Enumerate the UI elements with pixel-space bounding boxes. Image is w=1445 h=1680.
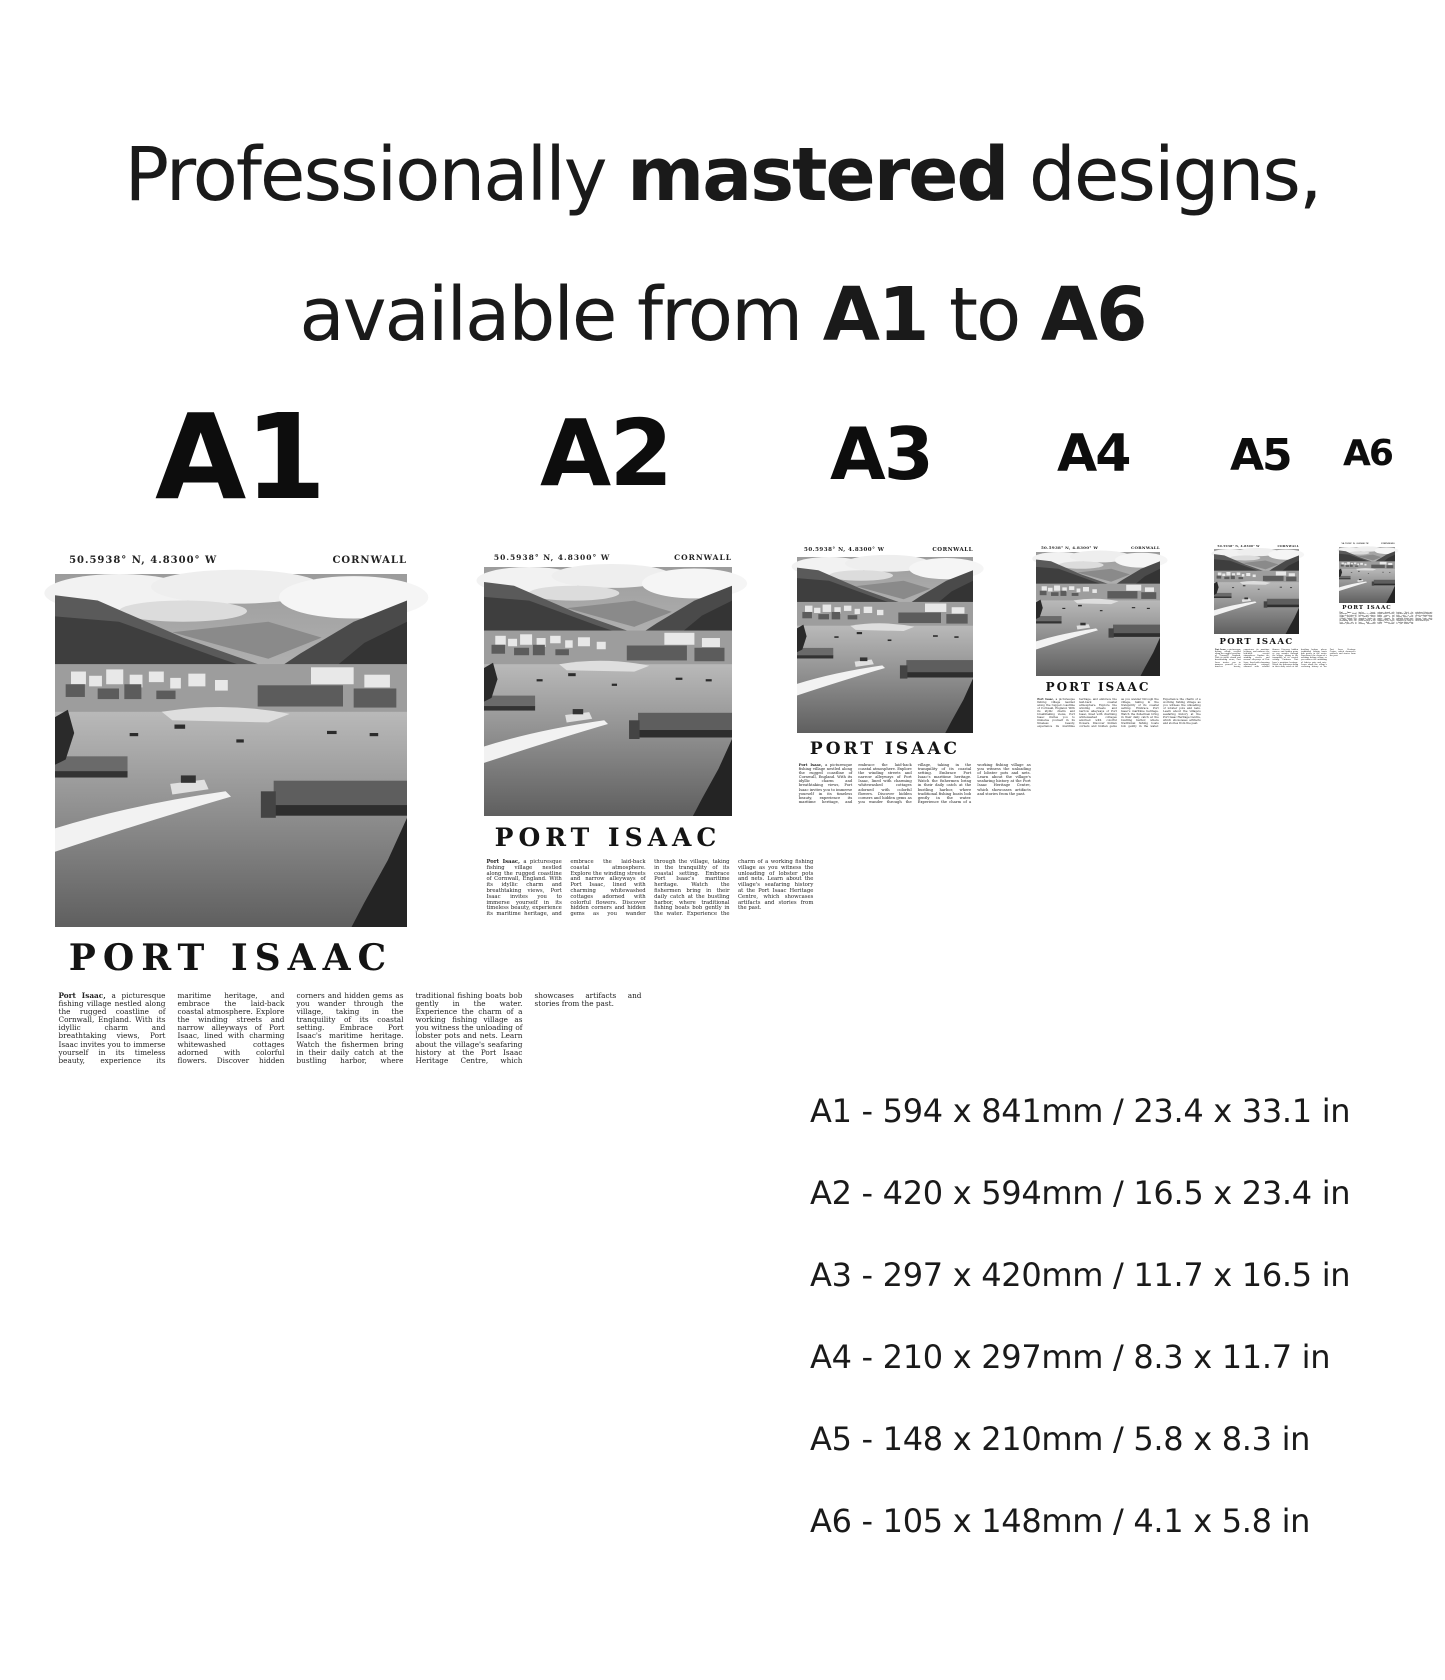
- poster-coordinates: 50.5938° N, 4.8300° W: [1217, 544, 1260, 548]
- poster-region: CORNWALL: [332, 555, 407, 566]
- poster-coordinates: 50.5938° N, 4.8300° W: [493, 553, 611, 562]
- size-label-a1: A1: [155, 388, 325, 526]
- poster-a6: [1339, 543, 1433, 627]
- poster-description: Port Isaac, a picturesque fishing village nestled along the rugged coastline of Cornwall, England. With its idyllic charm and breathtaking views, Port Isaac invites you to immerse yourself in its timeless beauty, experience its maritime heritage, and embrace the laid-back coastal atmosphere. Explore the winding streets and narrow alleyways of Port Isaac, lined with charming whitewashed cottages adorned with colorful flowers. Discover hidden corners and hidden gems as you wander through the village, taking in the tranquility of its coastal setting. Embrace Port Isaac's maritime heritage. Watch the fishermen bring in their daily catch at the bustling harbor, where traditional fishing boats bob gently in the water. Experience the charm of a working fishing village as you witness the unloading of lobster pots and nets. Learn about the village's seafaring history at the Port Isaac Heritage Centre, which showcases artifacts and stories from the past.: [1037, 697, 1201, 728]
- spec-a6: A6 - 105 x 148mm / 4.1 x 5.8 in: [810, 1502, 1311, 1540]
- harbour-photo: [484, 567, 732, 816]
- poster-a2: [484, 553, 814, 919]
- spec-a2: A2 - 420 x 594mm / 16.5 x 23.4 in: [810, 1174, 1351, 1212]
- poster-title: PORT ISAAC: [494, 823, 722, 852]
- poster-title: PORT ISAAC: [809, 739, 961, 759]
- harbour-photo: [797, 557, 973, 733]
- poster-a1: [55, 555, 642, 1075]
- harbour-photo: [1214, 549, 1299, 634]
- size-label-a5: A5: [1230, 430, 1291, 481]
- spec-a3: A3 - 297 x 420mm / 11.7 x 16.5 in: [810, 1256, 1351, 1294]
- headline: [0, 105, 1445, 385]
- harbour-photo: [1036, 552, 1160, 676]
- headline-line-1: Professionally mastered designs,: [124, 132, 1321, 218]
- poster-description: Port Isaac, a picturesque fishing village nestled along the rugged coastline of Cornwall, England. With its idyllic charm and breathtaking views, Port Isaac invites you to immerse yourself in its timeless beauty, experience its maritime heritage, and embrace the laid-back coastal atmosphere. Explore the winding streets and narrow alleyways of Port Isaac, lined with charming whitewashed cottages adorned with colorful flowers. Discover hidden corners and hidden gems as you wander through the village, taking in the tranquility of its coastal setting. Embrace Port Isaac's maritime heritage. Watch the fishermen bring in their daily catch at the bustling harbor, where traditional fishing boats bob gently in the water. Experience the charm of a working fishing village as you witness the unloading of lobster pots and nets. Learn about the village's seafaring history at the Port Isaac Heritage Centre, which showcases artifacts and stories from the past.: [486, 859, 814, 918]
- poster-a5: [1214, 544, 1356, 670]
- spec-a4: A4 - 210 x 297mm / 8.3 x 11.7 in: [810, 1338, 1331, 1376]
- poster-coordinates: 50.5938° N, 4.8300° W: [1040, 545, 1099, 550]
- poster-region: CORNWALL: [1277, 544, 1299, 548]
- poster-description: Port Isaac, a picturesque fishing village nestled along the rugged coastline of Cornwall, England. With its idyllic charm and breathtaking views, Port Isaac invites you to immerse yourself in its timeless beauty, experience its maritime heritage, and embrace the laid-back coastal atmosphere. Explore the winding streets and narrow alleyways of Port Isaac, lined with charming whitewashed cottages adorned with colorful flowers. Discover hidden corners and hidden gems as you wander through the village, taking in the tranquility of its coastal setting. Embrace Port Isaac's maritime heritage. Watch the fishermen bring in their daily catch at the bustling harbor, where traditional fishing boats bob gently in the water. Experience the charm of a working fishing village as you witness the unloading of lobster pots and nets. Learn about the village's seafaring history at the Port Isaac Heritage Centre, which showcases artifacts and stories from the past.: [58, 991, 642, 1065]
- poster-a4: [1036, 545, 1201, 729]
- poster-coordinates: 50.5938° N, 4.8300° W: [69, 555, 218, 566]
- poster-region: CORNWALL: [932, 547, 973, 553]
- poster-region: CORNWALL: [674, 553, 732, 562]
- poster-description: Port Isaac, a picturesque fishing village nestled along the rugged coastline of Cornwall, England. With its idyllic charm and breathtaking views, Port Isaac invites you to immerse yourself in its timeless beauty, experience its maritime heritage, and embrace the laid-back coastal atmosphere. Explore the winding streets and narrow alleyways of Port Isaac, lined with charming whitewashed cottages adorned with colorful flowers. Discover hidden corners and hidden gems as you wander through the village, taking in the tranquility of its coastal setting. Embrace Port Isaac's maritime heritage. Watch the fishermen bring in their daily catch at the bustling harbor, where traditional fishing boats bob gently in the water. Experience the charm of a working fishing village as you witness the unloading of lobster pots and nets. Learn about the village's seafaring history at the Port Isaac Heritage Centre, which showcases artifacts and stories from the past.: [1214, 649, 1356, 668]
- size-label-a3: A3: [830, 412, 932, 496]
- poster-description: Port Isaac, a picturesque fishing village nestled along the rugged coastline of Cornwall, England. With its idyllic charm and breathtaking views, Port Isaac invites you to immerse yourself in its timeless beauty, experience its maritime heritage, and embrace the laid-back coastal atmosphere. Explore the winding streets and narrow alleyways of Port Isaac, lined with charming whitewashed cottages adorned with colorful flowers. Discover hidden corners and hidden gems as you wander through the village, taking in the tranquility of its coastal setting. Embrace Port Isaac's maritime heritage. Watch the fishermen bring in their daily catch at the bustling harbor, where traditional fishing boats bob gently in the water. Experience the charm of a working fishing village as you witness the unloading of lobster pots and nets. Learn about the village's seafaring history at the Port Isaac Heritage Centre, which showcases artifacts and stories from the past.: [1339, 613, 1433, 626]
- spec-a5: A5 - 148 x 210mm / 5.8 x 8.3 in: [810, 1420, 1311, 1458]
- poster-coordinates: 50.5938° N, 4.8300° W: [1341, 543, 1369, 545]
- poster-title: PORT ISAAC: [1342, 605, 1392, 611]
- size-specifications: [810, 1085, 1350, 1577]
- poster-coordinates: 50.5938° N, 4.8300° W: [804, 547, 885, 553]
- poster-description: Port Isaac, a picturesque fishing village nestled along the rugged coastline of Cornwall, England. With its idyllic charm and breathtaking views, Port Isaac invites you to immerse yourself in its timeless beauty, experience its maritime heritage, and embrace the laid-back coastal atmosphere. Explore the winding streets and narrow alleyways of Port Isaac, lined with charming whitewashed cottages adorned with colorful flowers. Discover hidden corners and hidden gems as you wander through the village, taking in the tranquility of its coastal setting. Embrace Port Isaac's maritime heritage. Watch the fishermen bring in their daily catch at the bustling harbor, where traditional fishing boats bob gently in the water. Experience the charm of a working fishing village as you witness the unloading of lobster pots and nets. Learn about the village's seafaring history at the Port Isaac Heritage Centre, which showcases artifacts and stories from the past.: [798, 763, 1031, 804]
- poster-title: PORT ISAAC: [68, 937, 394, 979]
- spec-a1: A1 - 594 x 841mm / 23.4 x 33.1 in: [810, 1092, 1351, 1130]
- harbour-photo: [55, 574, 407, 927]
- size-label-a6: A6: [1343, 433, 1392, 474]
- poster-region: CORNWALL: [1380, 543, 1395, 545]
- size-label-a2: A2: [540, 400, 672, 507]
- harbour-photo: [1339, 547, 1395, 603]
- poster-title: PORT ISAAC: [1219, 637, 1294, 647]
- poster-a3: [797, 547, 1031, 805]
- poster-region: CORNWALL: [1130, 545, 1160, 550]
- size-label-a4: A4: [1057, 424, 1130, 484]
- headline-line-2: available from A1 to A6: [299, 272, 1146, 358]
- poster-title: PORT ISAAC: [1045, 680, 1151, 694]
